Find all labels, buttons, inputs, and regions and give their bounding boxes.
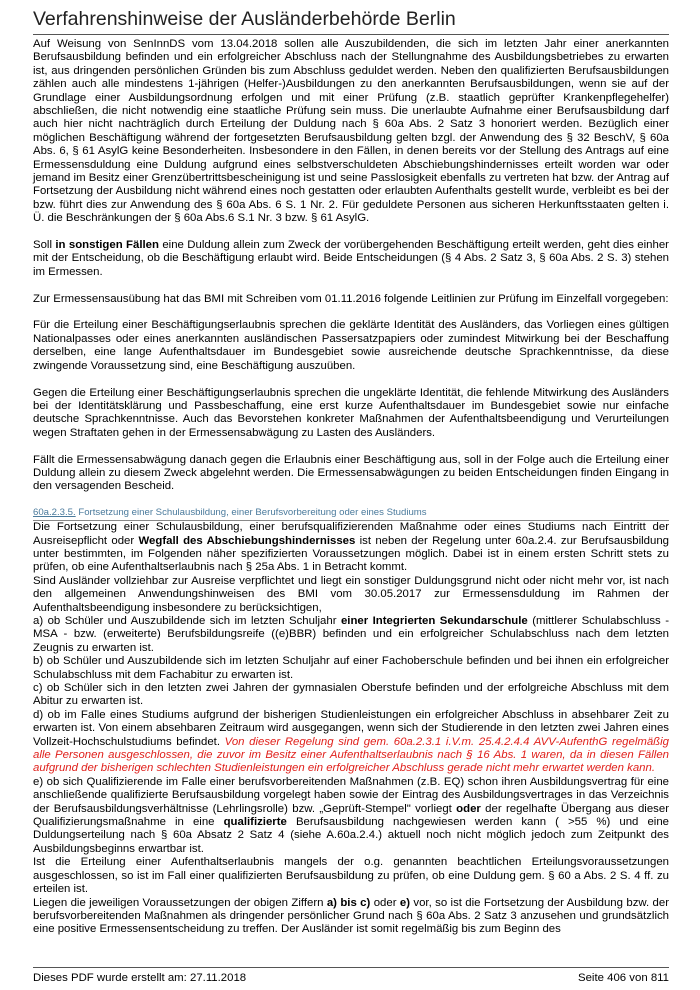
page-footer <box>33 967 669 985</box>
section-title: Fortsetzung einer Schulausbildung, einer Berufsvorbereitung oder eines Studiums <box>75 507 427 519</box>
list-item-b: b) ob Schüler und Auszubildende sich im letzten Schuljahr auf einer Fachoberschule befinden und bei ihnen ein erfolgreicher Schulabschluss mit dem Fachabitur zu erwarten ist. <box>33 655 669 681</box>
document-body <box>33 38 669 937</box>
list-item-c: c) ob Schüler sich in den letzten zwei Jahren der gymnasialen Oberstufe befinden und der erfolgreiche Abschluss mit dem Abitur zu erwarten ist. <box>33 682 669 708</box>
footer-divider <box>33 967 669 968</box>
page-title: Verfahrenshinweise der Ausländerbehörde Berlin <box>33 8 456 30</box>
highlighted-red-note: Von dieser Regelung sind gem. 60a.2.3.1 i.V.m. 25.4.2.4.4 AVV-AufenthG regelmäßig alle Personen ausgeschlossen, die zuvor im Besitz einer Aufenthaltserlaubnis nach § 16 Abs. 1 waren, da in diesen Fällen aufgrund der bisherigen schlechten Studienleistungen ein erfolgreicher Abschluss gerade nicht mehr erwartet werden kann. <box>33 735 669 775</box>
section-paragraph-fortsetzung: Liegen die jeweiligen Voraussetzungen der obigen Ziffern a) bis c) oder e) vor, so ist die Fortsetzung der Ausbildung bzw. der berufsvorbereitenden Maßnahmen als dringender persönlicher Grund nach § 60a Abs. 2 Satz 3 anzusehen und grundsätzlich eine positive Ermessensentscheidung zu treffen. Der Ausländer ist somit regelmäßig bis zum Beginn des <box>33 896 669 936</box>
section-number-link[interactable]: 60a.2.3.5. <box>33 507 76 519</box>
paragraph-ablehnung: Fällt die Ermessensabwägung danach gegen die Erlaubnis einer Beschäftigung aus, soll in der Folge auch die Erteilung einer Duldung allein zu diesem Zweck abgelehnt werden. Die Ermessensabwägungen zu beiden Entscheidungen finden Eingang in den versagenden Bescheid. <box>33 453 669 493</box>
header-divider <box>33 34 669 35</box>
list-item-e: e) ob sich Qualifizierende im Falle einer berufsvorbereitenden Maßnahmen (z.B. EQ) schon ihren Ausbildungsvertrag für eine anschließende qualifizierte Berufsausbildung vorgelegt haben sowie der Eintrag des Ausbildungsvertrages in das Verzeichnis der Berufsausbildungsverhältnisse (Lehrlingsrolle) bzw. „Geprüft-Stempel" vorliegt oder der regelhafte Übergang aus dieser Qualifizierungsmaßnahme in eine qualifizierte Berufsausbildung nachgewiesen werden kann ( >55 %) und eine Duldungserteilung nach § 60a Absatz 2 Satz 4 (siehe A.60a.2.4.) aktuell noch nicht möglich jedoch zum Zeitpunkt des Ausbildungsbeginns erwartbar ist. <box>33 775 669 855</box>
paragraph-sonstige-faelle: Soll in sonstigen Fällen eine Duldung allein zum Zweck der vorübergehenden Beschäftigung erteilt werden, geht dies einher mit der Entscheidung, ob die Beschäftigung erlaubt wird. Beide Entscheidungen (§ 4 Abs. 2 Satz 3, § 60a Abs. 2 S. 3) stehen im Ermessen. <box>33 239 669 278</box>
section-paragraph-ausreisepflicht: Sind Ausländer vollziehbar zur Ausreise verpflichtet und liegt ein sonstiger Duldungsgrund nicht oder nicht mehr vor, ist nach den allgemeinen Anwendungshinweisen des BMI vom 30.05.2017 zur Ermessensduldung im Rahmen der Aufenthaltsbeendigung insbesondere zu berücksichtigen, <box>33 574 669 614</box>
paragraph-contra-erlaubnis: Gegen die Erteilung einer Beschäftigungserlaubnis sprechen die ungeklärte Identität, die fehlende Mitwirkung des Ausländers bei der Identitätsklärung und Passbeschaffung, eine erst kurze Aufenthaltsdauer im Bundesgebiet sowie nur einfache deutsche Sprachkenntnisse. Auch das Bevorstehen konkreter Maßnahmen der Aufenthaltsbeendigung und Verurteilungen wegen Straftaten gehen in der Ermessensabwägung zu Lasten des Ausländers. <box>33 386 669 439</box>
paragraph-pro-erlaubnis: Für die Erteilung einer Beschäftigungserlaubnis sprechen die geklärte Identität des Ausländers, das Vorliegen eines gültigen Nationalpasses oder eines anerkannten ausländischen Passersatzpapiers oder zumindest Mitwirkung bei der Beschaffung derselben, eine lange Aufenthaltsdauer im Bundesgebiet sowie ausreichende deutsche Sprachkenntnisse, da diese zwingende Voraussetzung sind, eine Beschäftigung auszuüben. <box>33 319 669 372</box>
section-heading <box>33 507 669 521</box>
section-paragraph-duldung: Ist die Erteilung einer Aufenthaltserlaubnis mangels der o.g. genannten beachtlichen Erteilungsvoraussetzungen ausgeschlossen, so ist im Fall einer qualifizierten Berufsausbildung zu prüfen, ob eine Duldung gem. § 60 a Abs. 2 S. 4 ff. zu erteilen ist. <box>33 856 669 896</box>
list-item-a: a) ob Schüler und Auszubildende sich im letzten Schuljahr einer Integrierten Sekundarschule (mittlerer Schulabschluss - MSA - bzw. (erweiterte) Berufsbildungsreife ((e)BBR) befinden und ein erfolgreicher Schulabschluss nach dem letzten Zeugnis zu erwarten ist. <box>33 614 669 654</box>
list-item-d: d) ob im Falle eines Studiums aufgrund der bisherigen Studienleistungen ein erfolgreicher Abschluss in absehbarer Zeit zu erwarten ist. Von einem absehbaren Zeitraum wird ausgegangen, wenn sich der Studierende in den letzten zwei Jahren eines Vollzeit-Hochschulstudiums befindet. Von dieser Regelung sind gem. 60a.2.3.1 i.V.m. 25.4.2.4.4 AVV-AufenthG regelmäßig alle Personen ausgeschlossen, die zuvor im Besitz einer Aufenthaltserlaubnis nach § 16 Abs. 1 waren, da in diesen Fällen aufgrund der bisherigen schlechten Studienleistungen ein erfolgreicher Abschluss gerade nicht mehr erwartet werden kann. <box>33 708 669 775</box>
paragraph-ermessen-intro: Zur Ermessensausübung hat das BMI mit Schreiben vom 01.11.2016 folgende Leitlinien zur Prüfung im Einzelfall vorgegeben: <box>33 292 669 305</box>
section-paragraph-intro: Die Fortsetzung einer Schulausbildung, einer berufsqualifizierenden Maßnahme oder eines Studiums nach Eintritt der Ausreisepflicht oder Wegfall des Abschiebungshindernisses ist neben der Regelung unter 60a.2.4. zur Berufsausbildung unter bestimmten, im Folgenden näher spezifizierten Voraussetzungen möglich. Dabei ist in einem ersten Schritt stets zu prüfen, ob eine Aufenthaltserlaubnis nach § 25a Abs. 1 in Betracht kommt. <box>33 521 670 574</box>
page-header <box>33 6 669 35</box>
footer-page-number: Seite 406 von 811 <box>578 972 669 984</box>
footer-created-date: Dieses PDF wurde erstellt am: 27.11.2018 <box>33 972 247 984</box>
paragraph-weisung: Auf Weisung von SenInnDS vom 13.04.2018 sollen alle Auszubildenden, die sich im letzten Jahr einer anerkannten Berufsausbildung befinden und ein erfolgreicher Abschluss nach der Stellungnahme des Ausbildungsbetriebes zu erwarten ist, aus dringenden persönlichen Gründen bis zum Abschluss geduldet werden. Neben den qualifizierten Berufsausbildungen zählen auch alle mindestens 1-jährigen (Helfer-)Ausbildungen zu den anerkannten Berufsausbildungen, wenn sie auf der Grundlage einer Ausbildungsordnung erfolgen und mit einer Prüfung (z.B. staatlich geprüfter Krankenpflegehelfer) abschließen, die nicht notwendig eine staatliche Prüfung sein muss. Die unerlaubte Aufnahme einer Berufsausbildung darf auch hier nicht nachträglich durch Erteilung der Duldung nach § 60a Abs. 2 Satz 3 honoriert werden. Bezüglich einer möglichen Beschäftigung während der fortgesetzten Berufsausbildung gelten bzgl. der Anwendung des § 32 BeschV, § 60a Abs. 6, § 61 AsylG keine Besonderheiten. Insbesondere in den Fällen, in denen bereits vor der Stellung des Antrags auf eine Ermessensduldung eine Duldung aufgrund eines selbstverschuldeten Abschiebungshindernisses erteilt worden war oder jemand im Besitz einer Grenzübertrittsbescheinigung ist und seine Passlosigkeit ebenfalls zu vertreten hat bzw. der Antrag auf Fortsetzung der Ausbildung nicht während eines noch gestatten oder erlaubten Aufenthalts gestellt wurde, verbleibt es bei der bzw. führt dies zur Anwendung des § 60a Abs. 6 S. 1 Nr. 2. Für geduldete Personen aus sicheren Herkunftsstaaten gelten i. Ü. die Beschränkungen der § 60a Abs.6 S.1 Nr. 3 bzw. § 61 AsylG. <box>33 38 669 225</box>
